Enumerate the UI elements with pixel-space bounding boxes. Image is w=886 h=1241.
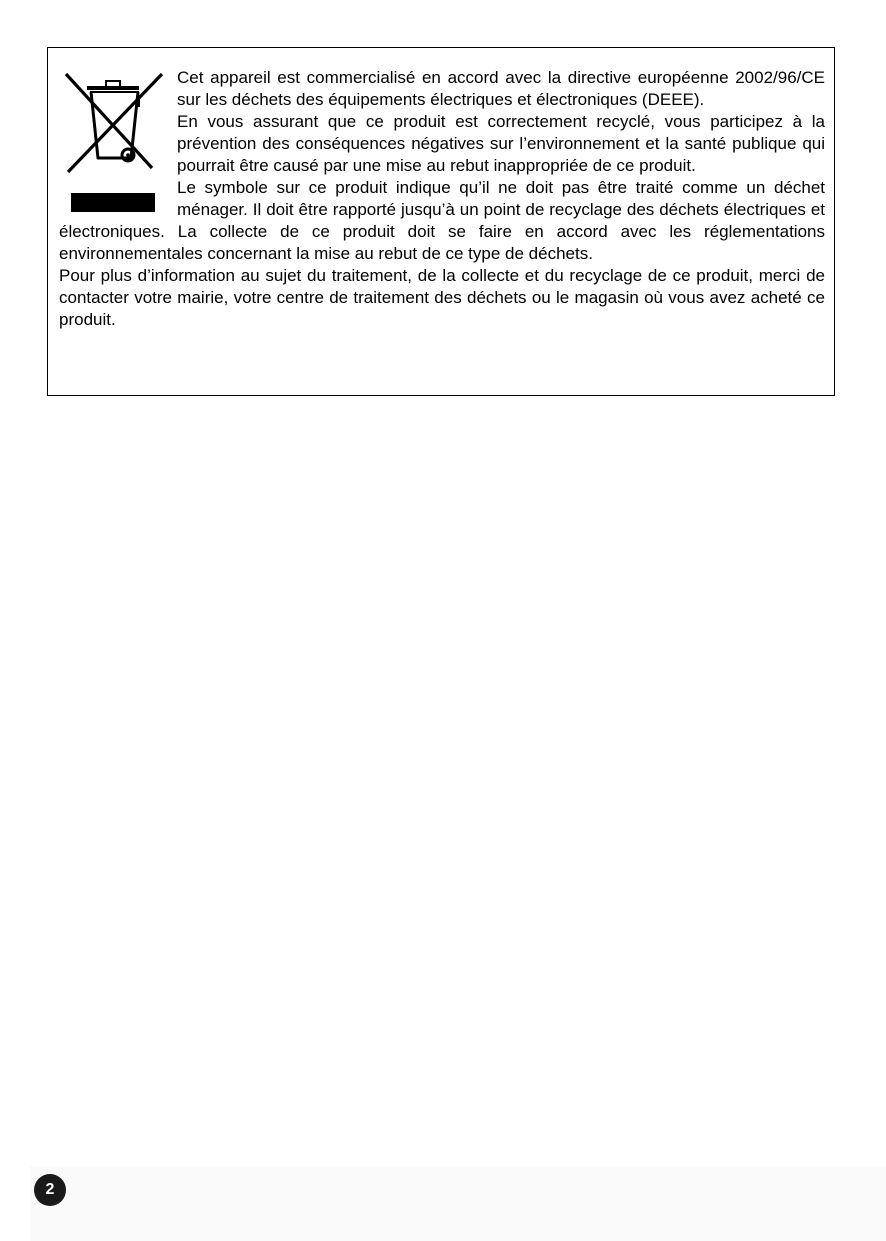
recycling-benefit-paragraph: En vous assurant que ce produit est correctement recyclé, vous participez à la prévention des conséquences négatives sur l’environnement et la santé publique qui pourrait être causé par une mise au rebut inappropriée de ce produit. [177, 112, 825, 175]
notice-text [59, 67, 825, 331]
directive-paragraph: Cet appareil est commercialisé en accord avec la directive européenne 2002/96/CE sur les déchets des équipements électriques et électroniques (DEEE). [177, 68, 825, 109]
symbol-spacer [59, 67, 177, 221]
page-number-badge: 2 [34, 1174, 66, 1206]
contact-info-paragraph: Pour plus d’information au sujet du traitement, de la collecte et du recyclage de ce produit, merci de contacter votre mairie, votre centre de traitement des déchets ou le magasin où vous avez acheté ce produit. [59, 266, 825, 329]
symbol-meaning-paragraph: Le symbole sur ce produit indique qu’il ne doit pas être traité comme un déchet ménager. Il doit être rapporté jusqu’à un point de recyclage des déchets électriques et électroniques. La collecte de ce produit doit se faire en accord avec les réglementations environnementales concernant la mise au rebut de ce type de déchets. [59, 178, 825, 263]
footer-band [30, 1166, 886, 1241]
